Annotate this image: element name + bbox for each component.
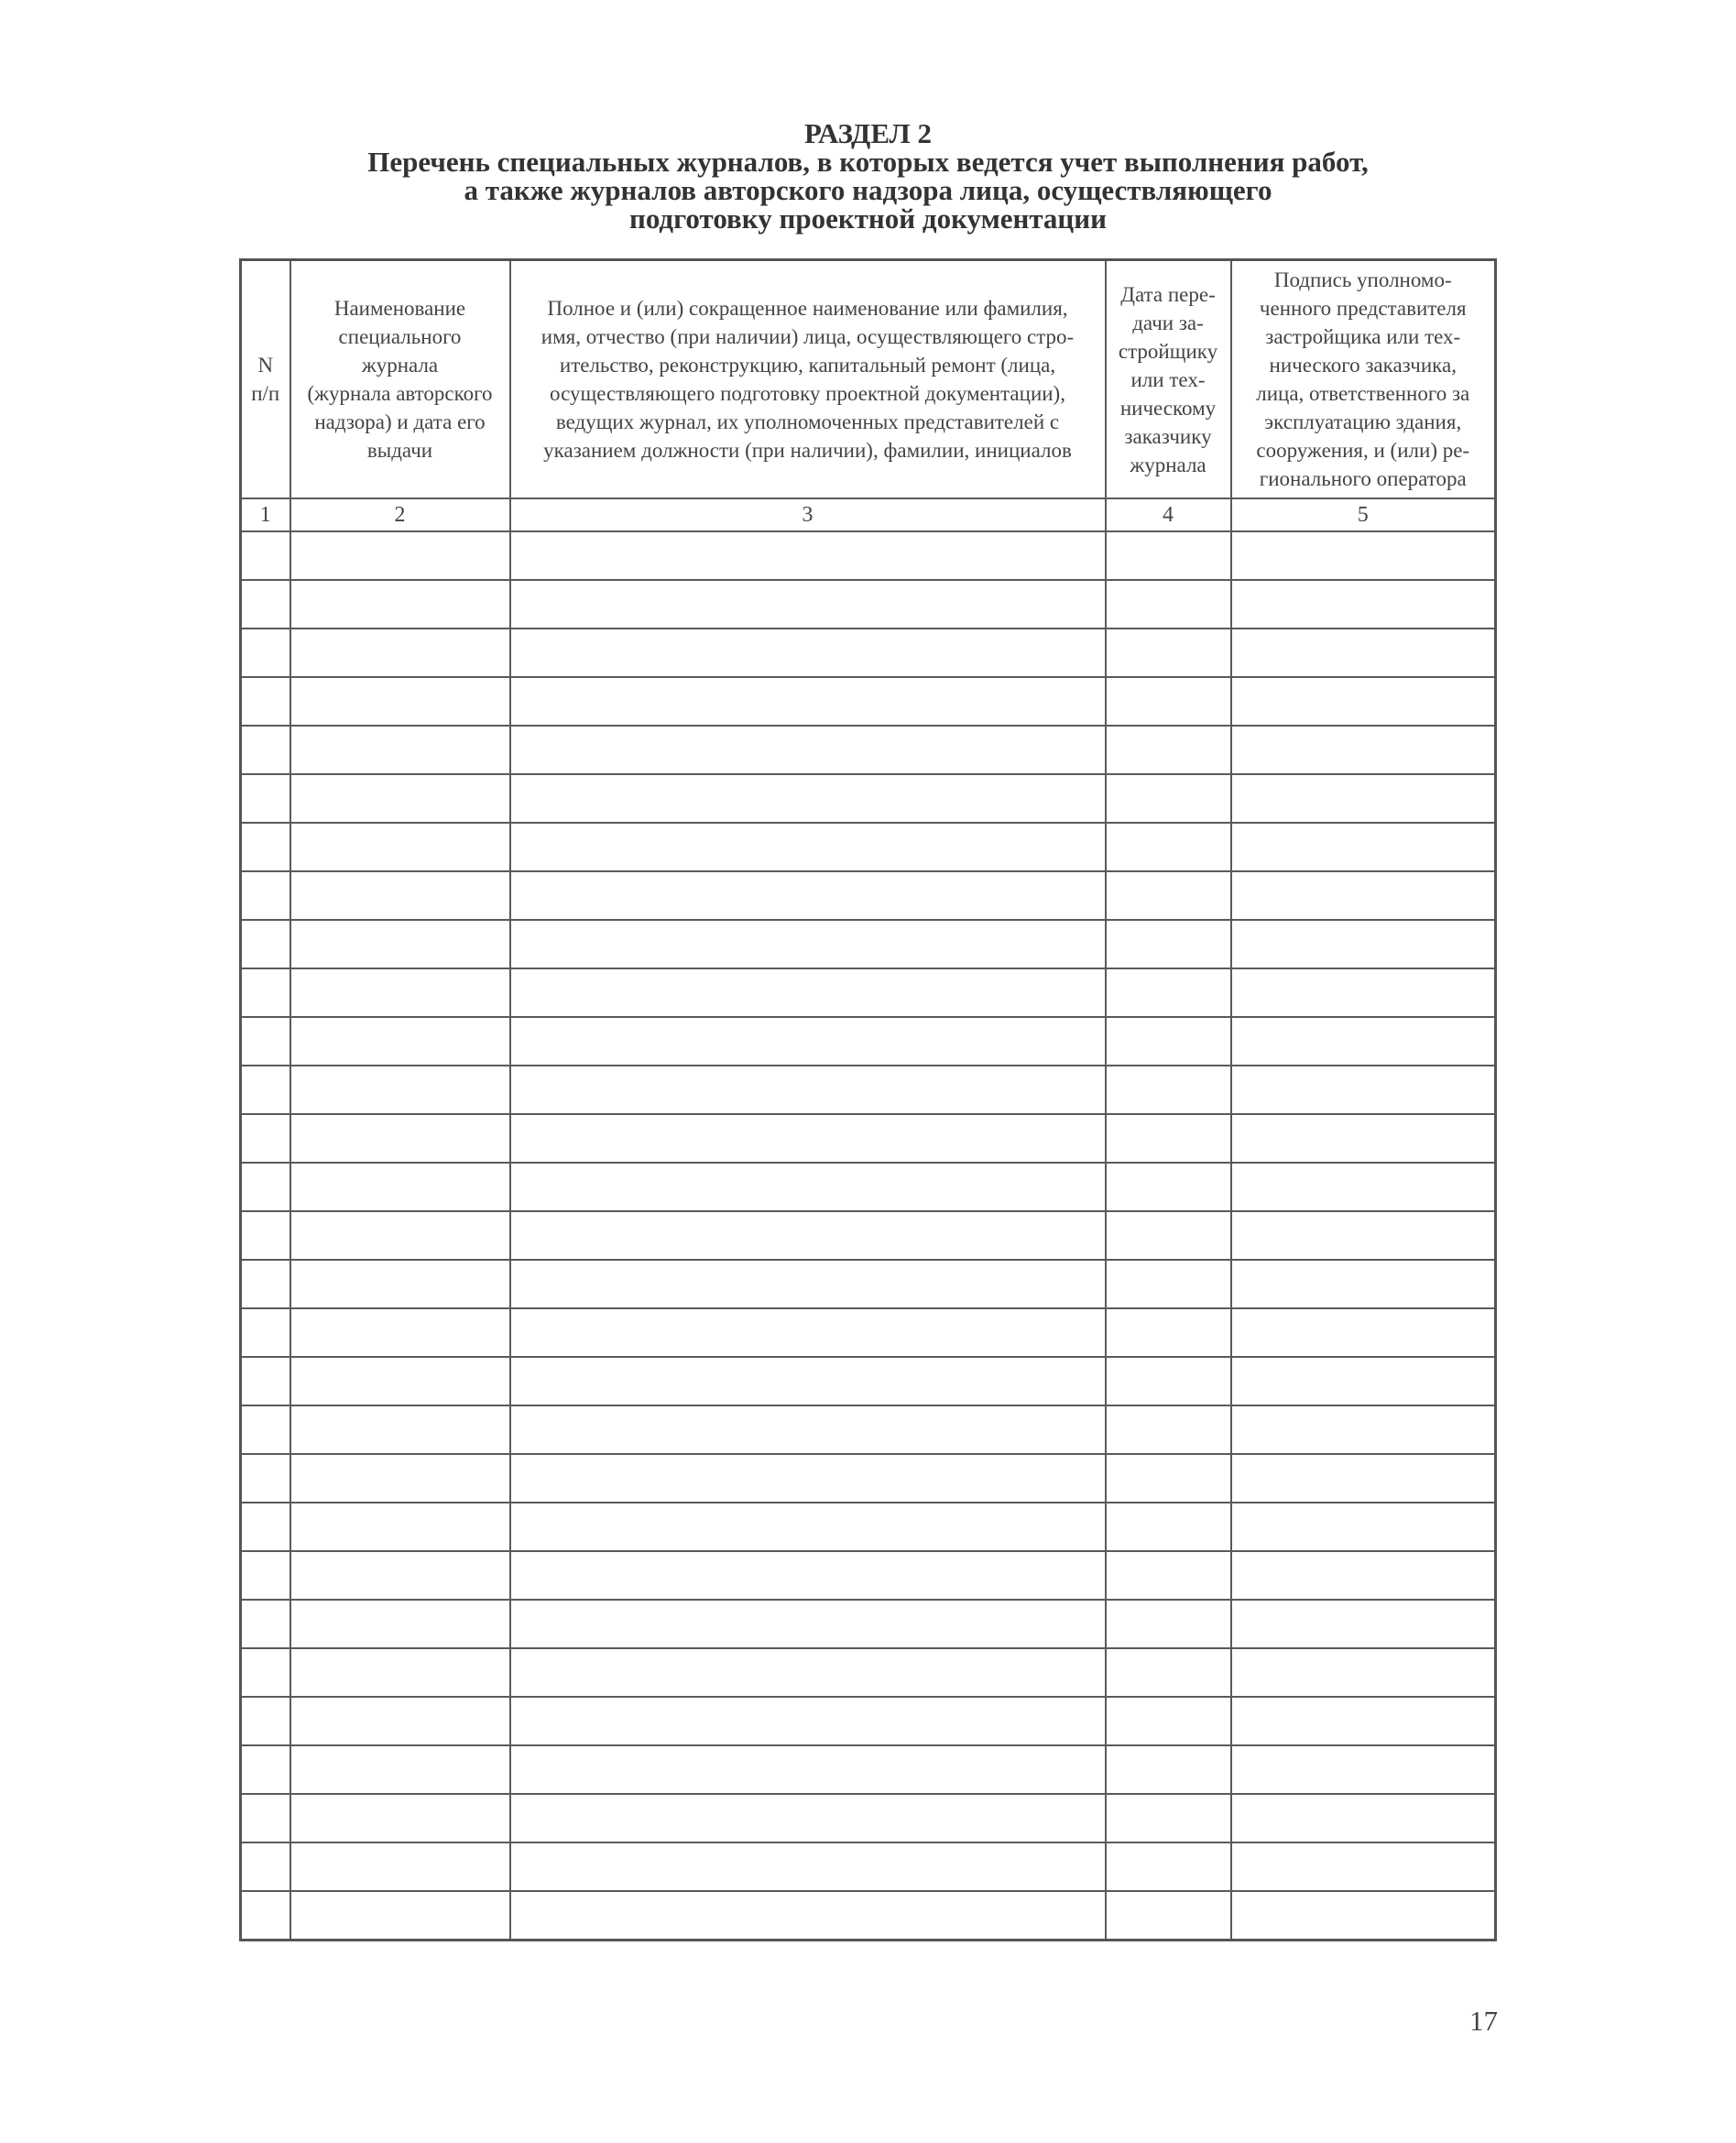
page-number: 17 xyxy=(1469,2005,1498,2037)
table-cell[interactable] xyxy=(241,823,290,871)
table-cell[interactable] xyxy=(510,1503,1106,1551)
table-cell[interactable] xyxy=(1231,1114,1496,1163)
table-cell[interactable] xyxy=(1231,1600,1496,1648)
table-cell[interactable] xyxy=(1231,1551,1496,1600)
column-number: 3 xyxy=(510,498,1106,531)
table-cell[interactable] xyxy=(510,1794,1106,1842)
table-row xyxy=(241,1211,1496,1260)
table-cell[interactable] xyxy=(241,1260,290,1308)
table-row xyxy=(241,1648,1496,1697)
table-cell[interactable] xyxy=(290,1600,510,1648)
table-cell[interactable] xyxy=(241,1405,290,1454)
column-number: 4 xyxy=(1106,498,1231,531)
table-cell[interactable] xyxy=(1106,726,1231,774)
header-line: осуществляющего подготовку проектной документации), xyxy=(550,382,1065,405)
table-cell[interactable] xyxy=(1106,629,1231,677)
table-cell[interactable] xyxy=(1106,1503,1231,1551)
header-line: или тех- xyxy=(1130,367,1206,391)
header-col-1 xyxy=(241,260,290,499)
header-line: заказчику xyxy=(1124,424,1212,448)
table-cell[interactable] xyxy=(1106,1891,1231,1941)
table-row xyxy=(241,1745,1496,1794)
table-cell[interactable] xyxy=(241,1842,290,1891)
table-cell[interactable] xyxy=(241,726,290,774)
table-cell[interactable] xyxy=(290,1454,510,1503)
table-cell[interactable] xyxy=(1231,1308,1496,1357)
table-row xyxy=(241,1405,1496,1454)
table-cell[interactable] xyxy=(290,629,510,677)
column-number: 1 xyxy=(241,498,290,531)
header-line: сооружения, и (или) ре- xyxy=(1256,439,1470,462)
table-cell[interactable] xyxy=(290,1503,510,1551)
section-subtitle-line-3: подготовку проектной документации xyxy=(628,202,1108,235)
table-cell[interactable] xyxy=(1231,1745,1496,1794)
table-cell[interactable] xyxy=(510,1308,1106,1357)
table-cell[interactable] xyxy=(290,580,510,629)
table-cell[interactable] xyxy=(290,823,510,871)
table-cell[interactable] xyxy=(1106,580,1231,629)
journals-table xyxy=(239,258,1497,1941)
table-cell[interactable] xyxy=(1106,1017,1231,1066)
header-col-4 xyxy=(1106,260,1231,499)
table-cell[interactable] xyxy=(241,1357,290,1405)
table-cell[interactable] xyxy=(510,920,1106,968)
table-cell[interactable] xyxy=(290,1842,510,1891)
table-cell[interactable] xyxy=(1231,726,1496,774)
table-cell[interactable] xyxy=(1106,1405,1231,1454)
header-line: ительство, реконструкцию, капитальный ремонт (лица, xyxy=(559,354,1056,377)
table-cell[interactable] xyxy=(1231,1697,1496,1745)
table-cell[interactable] xyxy=(1106,968,1231,1017)
table-cell[interactable] xyxy=(241,968,290,1017)
table-cell[interactable] xyxy=(1231,1842,1496,1891)
table-cell[interactable] xyxy=(290,726,510,774)
header-line: стройщику xyxy=(1118,339,1218,363)
table-cell[interactable] xyxy=(290,1697,510,1745)
table-cell[interactable] xyxy=(1231,920,1496,968)
table-row xyxy=(241,1114,1496,1163)
table-cell[interactable] xyxy=(510,1454,1106,1503)
table-row xyxy=(241,629,1496,677)
table-cell[interactable] xyxy=(510,629,1106,677)
table-cell[interactable] xyxy=(290,774,510,823)
table-cell[interactable] xyxy=(241,1600,290,1648)
table-cell[interactable] xyxy=(510,1017,1106,1066)
header-line: журнала xyxy=(361,354,439,377)
table-cell[interactable] xyxy=(241,1017,290,1066)
table-row xyxy=(241,823,1496,871)
table-cell[interactable] xyxy=(241,1697,290,1745)
table-cell[interactable] xyxy=(510,1891,1106,1941)
header-line: ченного представителя xyxy=(1259,297,1467,320)
table-cell[interactable] xyxy=(241,1794,290,1842)
header-line: имя, отчество (при наличии) лица, осуществляющего стро- xyxy=(540,325,1075,348)
table-cell[interactable] xyxy=(510,1260,1106,1308)
table-cell[interactable] xyxy=(1231,1648,1496,1697)
table-cell[interactable] xyxy=(241,1454,290,1503)
table-cell[interactable] xyxy=(1231,1794,1496,1842)
table-cell[interactable] xyxy=(1106,1551,1231,1600)
table-row xyxy=(241,920,1496,968)
table-cell[interactable] xyxy=(1106,1454,1231,1503)
table-cell[interactable] xyxy=(510,1600,1106,1648)
table-cell[interactable] xyxy=(290,677,510,726)
header-line: надзора) и дата его xyxy=(314,410,486,433)
table-row xyxy=(241,1017,1496,1066)
table-cell[interactable] xyxy=(510,1648,1106,1697)
column-number: 5 xyxy=(1231,498,1496,531)
table-cell[interactable] xyxy=(290,1551,510,1600)
table-header-row xyxy=(241,260,1496,499)
table-cell[interactable] xyxy=(290,1405,510,1454)
table-row xyxy=(241,1454,1496,1503)
table-cell[interactable] xyxy=(1106,1066,1231,1114)
section-heading xyxy=(238,119,1498,233)
table-row xyxy=(241,774,1496,823)
table-cell[interactable] xyxy=(241,1503,290,1551)
header-line: указанием должности (при наличии), фамилии, инициалов xyxy=(543,439,1072,462)
header-line: Полное и (или) сокращенное наименование или фамилия, xyxy=(547,297,1068,320)
header-line: застройщика или тех- xyxy=(1265,325,1461,348)
table-cell[interactable] xyxy=(241,1114,290,1163)
table-cell[interactable] xyxy=(241,531,290,580)
table-cell[interactable] xyxy=(1231,1503,1496,1551)
header-line: ническому xyxy=(1119,396,1217,420)
table-cell[interactable] xyxy=(510,1697,1106,1745)
table-cell[interactable] xyxy=(1231,677,1496,726)
table-cell[interactable] xyxy=(241,1648,290,1697)
table-cell[interactable] xyxy=(510,726,1106,774)
table-cell[interactable] xyxy=(241,1891,290,1941)
table-cell[interactable] xyxy=(1106,1260,1231,1308)
table-cell[interactable] xyxy=(241,580,290,629)
table-cell[interactable] xyxy=(241,1551,290,1600)
table-cell[interactable] xyxy=(290,1017,510,1066)
table-cell[interactable] xyxy=(241,920,290,968)
table-cell[interactable] xyxy=(290,1066,510,1114)
table-cell[interactable] xyxy=(510,871,1106,920)
table-row xyxy=(241,1357,1496,1405)
table-cell[interactable] xyxy=(1231,774,1496,823)
table-body xyxy=(241,531,1496,1941)
header-line: эксплуатацию здания, xyxy=(1264,410,1462,433)
table-cell[interactable] xyxy=(241,1163,290,1211)
table-cell[interactable] xyxy=(1106,1842,1231,1891)
table-cell[interactable] xyxy=(1231,1163,1496,1211)
table-cell[interactable] xyxy=(1231,1405,1496,1454)
table-cell[interactable] xyxy=(241,871,290,920)
header-line: дачи за- xyxy=(1132,311,1204,334)
table-cell[interactable] xyxy=(510,677,1106,726)
table-cell[interactable] xyxy=(510,774,1106,823)
table-cell[interactable] xyxy=(510,968,1106,1017)
table-cell[interactable] xyxy=(241,629,290,677)
table-cell[interactable] xyxy=(1231,968,1496,1017)
section-subtitle-line-2: а также журналов авторского надзора лица, осуществляющего xyxy=(464,174,1272,206)
table-cell[interactable] xyxy=(1231,823,1496,871)
table-cell[interactable] xyxy=(290,871,510,920)
table-cell[interactable] xyxy=(1106,1163,1231,1211)
table-cell[interactable] xyxy=(510,1842,1106,1891)
table-cell[interactable] xyxy=(241,1745,290,1794)
header-line: Подпись уполномо- xyxy=(1273,268,1452,291)
table-cell[interactable] xyxy=(1106,677,1231,726)
table-cell[interactable] xyxy=(241,677,290,726)
table-cell[interactable] xyxy=(1231,871,1496,920)
table-cell[interactable] xyxy=(1106,871,1231,920)
table-cell[interactable] xyxy=(1106,823,1231,871)
header-line: гионального оператора xyxy=(1259,467,1467,490)
header-line: нического заказчика, xyxy=(1269,354,1457,377)
header-col-3 xyxy=(510,260,1106,499)
table-row xyxy=(241,1163,1496,1211)
header-col-2 xyxy=(290,260,510,499)
table-cell[interactable] xyxy=(1231,531,1496,580)
table-row xyxy=(241,1503,1496,1551)
table-row xyxy=(241,1794,1496,1842)
table-cell[interactable] xyxy=(290,1260,510,1308)
table-cell[interactable] xyxy=(1231,580,1496,629)
table-cell[interactable] xyxy=(290,1648,510,1697)
table-cell[interactable] xyxy=(510,1066,1106,1114)
table-cell[interactable] xyxy=(1106,1697,1231,1745)
header-line: (журнала авторского xyxy=(307,382,493,405)
table-cell[interactable] xyxy=(510,1211,1106,1260)
table-cell[interactable] xyxy=(290,531,510,580)
table-cell[interactable] xyxy=(290,920,510,968)
table-cell[interactable] xyxy=(241,774,290,823)
table-cell[interactable] xyxy=(1106,1794,1231,1842)
column-number-row xyxy=(241,498,1496,531)
table-cell[interactable] xyxy=(1106,774,1231,823)
table-cell[interactable] xyxy=(241,1211,290,1260)
table-cell[interactable] xyxy=(1231,629,1496,677)
table-cell[interactable] xyxy=(510,1114,1106,1163)
table-cell[interactable] xyxy=(510,823,1106,871)
table-cell[interactable] xyxy=(1106,1211,1231,1260)
table-cell[interactable] xyxy=(1106,1308,1231,1357)
table-cell[interactable] xyxy=(290,968,510,1017)
table-cell[interactable] xyxy=(1231,1066,1496,1114)
table-cell[interactable] xyxy=(510,1745,1106,1794)
column-number: 2 xyxy=(290,498,510,531)
table-cell[interactable] xyxy=(1231,1211,1496,1260)
header-line: N xyxy=(257,354,274,377)
table-row xyxy=(241,531,1496,580)
header-col-5 xyxy=(1231,260,1496,499)
table-row xyxy=(241,1551,1496,1600)
header-line: специального xyxy=(338,325,462,348)
table-cell[interactable] xyxy=(290,1745,510,1794)
header-line: п/п xyxy=(251,382,280,405)
table-row xyxy=(241,1697,1496,1745)
table-row xyxy=(241,1066,1496,1114)
table-row xyxy=(241,1600,1496,1648)
table-row xyxy=(241,968,1496,1017)
table-cell[interactable] xyxy=(241,1066,290,1114)
header-line: ведущих журнал, их уполномоченных представителей с xyxy=(555,410,1060,433)
table-cell[interactable] xyxy=(1106,1600,1231,1648)
table-row xyxy=(241,677,1496,726)
table-cell[interactable] xyxy=(510,1405,1106,1454)
table-cell[interactable] xyxy=(1106,531,1231,580)
table-row xyxy=(241,871,1496,920)
table-row xyxy=(241,1260,1496,1308)
header-line: лица, ответственного за xyxy=(1256,382,1470,405)
header-line: Дата пере- xyxy=(1120,282,1216,306)
table-cell[interactable] xyxy=(1231,1017,1496,1066)
table-cell[interactable] xyxy=(1106,920,1231,968)
table-cell[interactable] xyxy=(510,1357,1106,1405)
table-cell[interactable] xyxy=(1106,1745,1231,1794)
table-row xyxy=(241,726,1496,774)
table-cell[interactable] xyxy=(510,1551,1106,1600)
table-cell[interactable] xyxy=(290,1891,510,1941)
table-row xyxy=(241,1891,1496,1941)
header-line: Наименование xyxy=(333,297,466,320)
table-cell[interactable] xyxy=(1231,1454,1496,1503)
table-cell[interactable] xyxy=(290,1794,510,1842)
table-cell[interactable] xyxy=(290,1163,510,1211)
header-line: выдачи xyxy=(366,439,433,462)
table-cell[interactable] xyxy=(1231,1260,1496,1308)
table-cell[interactable] xyxy=(241,1308,290,1357)
table-cell[interactable] xyxy=(1106,1648,1231,1697)
table-cell[interactable] xyxy=(510,531,1106,580)
section-subtitle-line-1: Перечень специальных журналов, в которых ведется учет выполнения работ, xyxy=(367,146,1369,178)
table-cell[interactable] xyxy=(1231,1357,1496,1405)
table-cell[interactable] xyxy=(290,1211,510,1260)
section-title: РАЗДЕЛ 2 xyxy=(803,117,932,149)
table-cell[interactable] xyxy=(1106,1114,1231,1163)
table-cell[interactable] xyxy=(290,1357,510,1405)
header-line: журнала xyxy=(1130,453,1206,476)
table-cell[interactable] xyxy=(290,1114,510,1163)
table-cell[interactable] xyxy=(1106,1357,1231,1405)
table-row xyxy=(241,1308,1496,1357)
table-cell[interactable] xyxy=(290,1308,510,1357)
table-cell[interactable] xyxy=(510,580,1106,629)
table-row xyxy=(241,1842,1496,1891)
table-cell[interactable] xyxy=(1231,1891,1496,1941)
table-cell[interactable] xyxy=(510,1163,1106,1211)
table-row xyxy=(241,580,1496,629)
